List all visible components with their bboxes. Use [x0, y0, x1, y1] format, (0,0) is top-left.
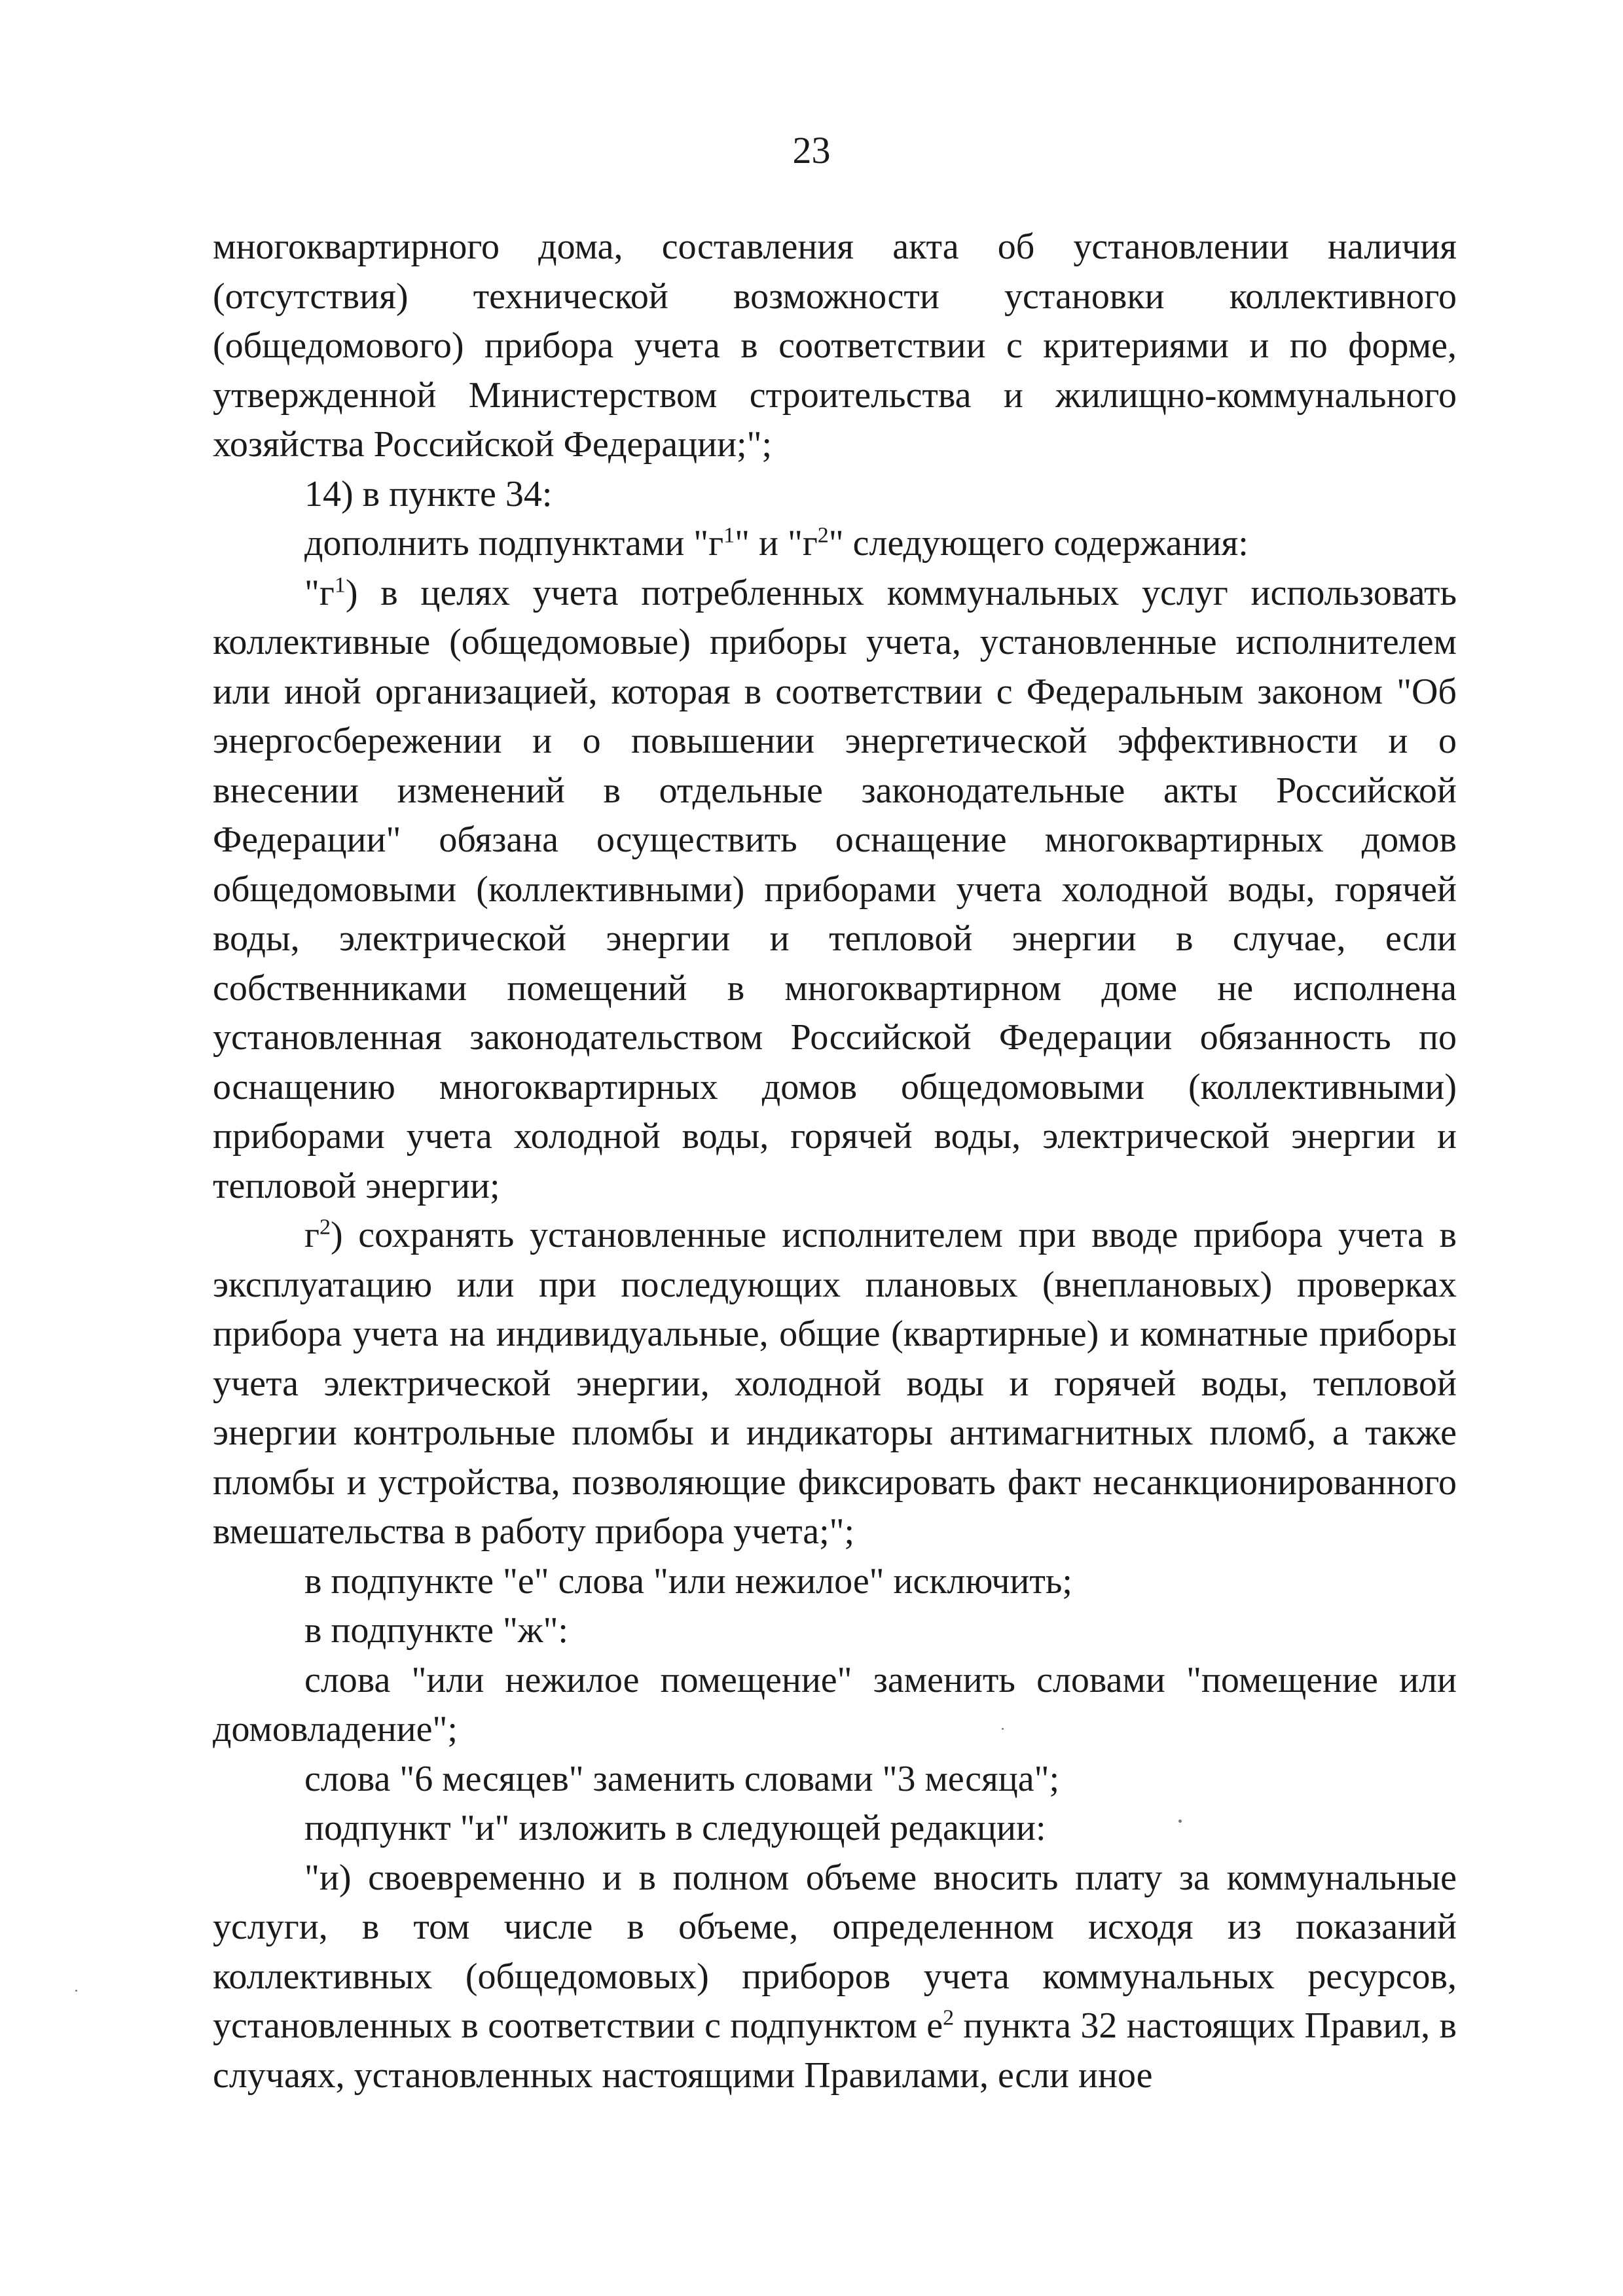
superscript: 1: [723, 523, 735, 548]
scan-speck: [1178, 1820, 1182, 1823]
paragraph-subitem-zh: в подпункте "ж":: [304, 1610, 568, 1651]
paragraph-continuation: многоквартирного дома, составления акта об установлении наличия (отсутствия) технической возможности установки коллективного (общедомового) прибора учета в соответствии с критериями и по форме, утвержденной Министерством строительства и жилищно-коммунального хозяйства Российской Федерации;";: [213, 226, 1457, 465]
text-fragment: г: [304, 1215, 319, 1255]
text-fragment: дополнить подпунктами "г: [304, 523, 724, 564]
paragraph-item-14: 14) в пункте 34:: [304, 473, 553, 514]
paragraph-words-replace-2: слова "6 месяцев" заменить словами "3 месяца";: [304, 1758, 1060, 1799]
text-fragment: ) сохранять установленные исполнителем при вводе прибора учета в эксплуатацию или при последующих плановых (внеплановых) проверках прибора учета на индивидуальные, общие (квартирные) и комнатные приборы учета электрической энергии, холодной воды и горячей воды, тепловой энергии контрольные пломбы и индикаторы антимагнитных пломб, а также пломбы и устройства, позволяющие фиксировать факт несанкционированного вмешательства в работу прибора учета;";: [213, 1215, 1457, 1552]
text-fragment: " следующего содержания:: [828, 523, 1249, 564]
text-fragment: пункта 32 настоящих Правил, в случаях, установленных настоящими Правилами, если иное: [213, 2005, 1457, 2096]
paragraph-words-replace-1: слова "или нежилое помещение" заменить словами "помещение или домовладение";: [213, 1659, 1457, 1749]
paragraph-subitem-i: [213, 1854, 1457, 2101]
scan-speck: [75, 1990, 77, 1992]
text-fragment: "г: [304, 572, 335, 613]
paragraph-subitem-i-heading: подпункт "и" изложить в следующей редакции:: [304, 1808, 1046, 1848]
text-fragment: " и "г: [735, 523, 818, 564]
paragraph-subitem-g2: [213, 1211, 1457, 1557]
superscript: 2: [943, 2005, 955, 2030]
scan-speck: [1002, 1728, 1004, 1730]
superscript: 2: [817, 523, 829, 548]
document-body: [213, 223, 1457, 2100]
text-fragment: ) в целях учета потребленных коммунальных услуг использовать коллективные (общедомовые) приборы учета, установленные исполнителем или иной организацией, которая в соответствии с Федеральным законом "Об энергосбережении и о повышении энергетической эффективности и о внесении изменений в отдельные законодательные акты Российской Федерации" обязана осуществить оснащение многоквартирных домов общедомовыми (коллективными) приборами учета холодной воды, горячей воды, электрической энергии и тепловой энергии в случае, если собственниками помещений в многоквартирном доме не исполнена установленная законодательством Российской Федерации обязанность по оснащению многоквартирных домов общедомовыми (коллективными) приборами учета холодной воды, горячей воды, электрической энергии и тепловой энергии;: [213, 572, 1457, 1206]
paragraph-subitem-g1: [213, 569, 1457, 1211]
paragraph-subitem-e: в подпункте "е" слова "или нежилое" исключить;: [304, 1560, 1072, 1602]
text-fragment: "и) своевременно и в полном объеме вносить плату за коммунальные услуги, в том числе в объеме, определенном исходя из показаний коллективных (общедомовых) приборов учета коммунальных ресурсов, установленных в соответствии с подпунктом е: [213, 1857, 1457, 2046]
page-number: 23: [792, 129, 831, 171]
paragraph-add-subitems: [213, 519, 1457, 569]
superscript: 1: [334, 572, 346, 597]
superscript: 2: [319, 1215, 331, 1240]
